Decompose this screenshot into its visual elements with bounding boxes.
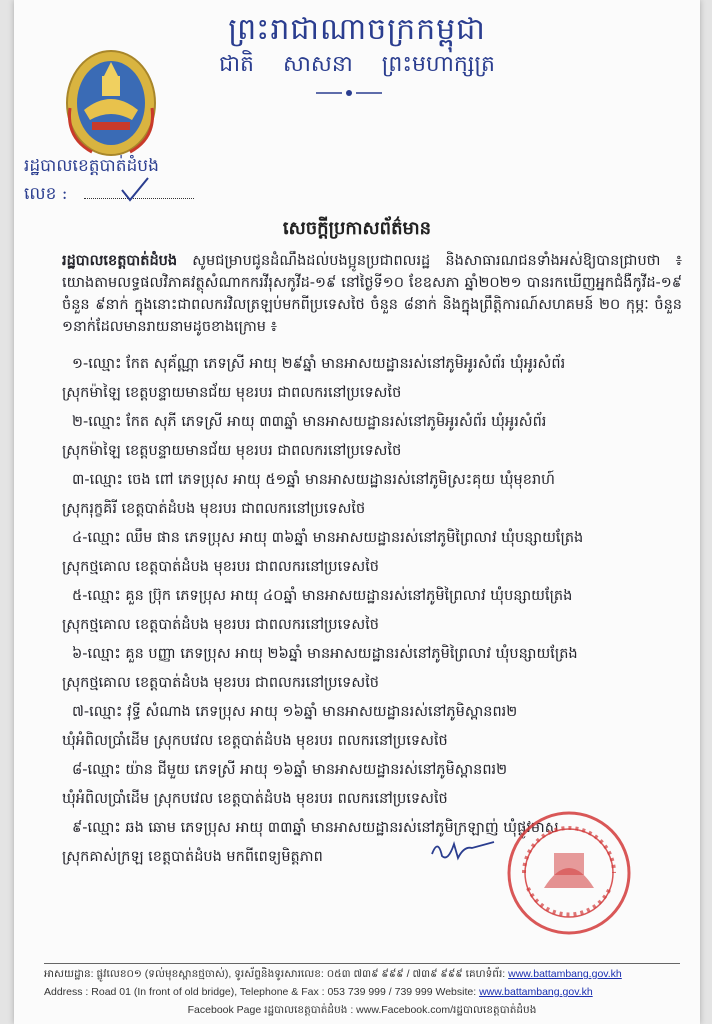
entry-line-1: ៣-ឈ្មោះ ចេង ពៅ ភេទប្រុស អាយុ ៥១ឆ្នាំ មានអាសយដ្ឋានរស់នៅភូមិស្រះគុយ ឃុំមុខរាហ៍ <box>72 472 555 488</box>
list-item <box>62 640 682 698</box>
list-item <box>62 756 682 814</box>
entry-line-1: ៥-ឈ្មោះ គួន ប្រ៊ុក ភេទប្រុស អាយុ ៤០ឆ្នាំ មានអាសយដ្ឋានរស់នៅភូមិព្រៃលាវ ឃុំបន្សាយត្រែង <box>72 588 573 604</box>
emblem-logo <box>62 48 160 158</box>
list-item <box>62 466 682 524</box>
list-item <box>62 698 682 756</box>
national-motto: ជាតិ សាសនា ព្រះមហាក្សត្រ <box>219 52 495 77</box>
entry-line-2: ឃុំអំពិលប្រាំដើម ស្រុកបវេល ខេត្តបាត់ដំបង មុខរបរ ពលករនៅប្រទេសថៃ <box>62 733 448 749</box>
list-item <box>62 350 682 408</box>
check-mark-icon <box>120 176 150 202</box>
entry-line-2: ស្រុកម៉ាឡៃ ខេត្តបន្ទាយមានជ័យ មុខរបរ ជាពលករនៅប្រទេសថៃ <box>62 385 402 401</box>
list-item <box>62 524 682 582</box>
entry-line-1: ៤-ឈ្មោះ ឈឹម ផាន ភេទប្រុស អាយុ ៣៦ឆ្នាំ មានអាសយដ្ឋានរស់នៅភូមិព្រៃលាវ ឃុំបន្សាយត្រែង <box>72 530 584 546</box>
entry-line-1: ៧-ឈ្មោះ វុទ្ធី សំណាង ភេទប្រុស អាយុ ១៦ឆ្នាំ មានអាសយដ្ឋានរស់នៅភូមិស្ពានពរ២ <box>72 704 518 720</box>
entry-line-2: ស្រុកម៉ាឡៃ ខេត្តបន្ទាយមានជ័យ មុខរបរ ជាពលករនៅប្រទេសថៃ <box>62 443 402 459</box>
official-seal <box>504 808 634 938</box>
entry-line-2: ស្រុកគាស់ក្រឡ ខេត្តបាត់ដំបង មកពីពេទ្យមិត្តភាព <box>62 849 323 865</box>
website-link-en[interactable]: www.battambang.gov.kh <box>479 986 593 998</box>
entry-line-1: ៦-ឈ្មោះ គួន បញ្ញា ភេទប្រុស អាយុ ២៦ឆ្នាំ មានអាសយដ្ឋានរស់នៅភូមិព្រៃលាវ ឃុំបន្សាយត្រែង <box>72 646 578 662</box>
footer-address-en <box>44 986 680 998</box>
reference-number-label: លេខ : <box>24 184 68 204</box>
entry-line-1: ១-ឈ្មោះ កែត សុគ័ណ្ណា ភេទស្រី អាយុ ២៩ឆ្នាំ មានអាសយដ្ឋានរស់នៅភូមិអូរសំព័រ ឃុំអូរសំព័រ <box>72 356 566 372</box>
list-item <box>62 582 682 640</box>
entry-line-2: ស្រុកថ្មគោល ខេត្តបាត់ដំបង មុខរបរ ជាពលករនៅប្រទេសថៃ <box>62 617 379 633</box>
footer-address-en-text: Address : Road 01 (In front of old bridge), Telephone & Fax : 053 739 999 / 739 999 Website: <box>44 986 477 998</box>
intro-lead: រដ្ឋបាលខេត្តបាត់ដំបង <box>62 253 178 269</box>
footer-address-kh-text: អាសយដ្ឋាន: ផ្លូវលេខ០១ (ទល់មុខស្ពានថ្មចាស់), ទូរស័ព្ទនិងទូរសារលេខ: ០៥៣ ៧៣៩ ៩៩៩ / ៧៣៩ ៩៩៩ គេហទំព័រ: <box>44 968 506 980</box>
entry-line-1: ២-ឈ្មោះ កែត សុភី ភេទស្រី អាយុ ៣៣ឆ្នាំ មានអាសយដ្ឋានរស់នៅភូមិអូរសំព័រ ឃុំអូរសំព័រ <box>72 414 547 430</box>
ornament-divider <box>314 88 384 98</box>
footer-address-kh <box>44 968 680 983</box>
document-title: សេចក្ដីប្រកាសព័ត៌មាន <box>282 218 432 239</box>
entry-line-2: ស្រុកថ្មគោល ខេត្តបាត់ដំបង មុខរបរ ជាពលករនៅប្រទេសថៃ <box>62 559 379 575</box>
intro-paragraph <box>62 250 682 338</box>
website-link-kh[interactable]: www.battambang.gov.kh <box>508 968 622 980</box>
entry-line-2: ស្រុករុក្ខគិរី ខេត្តបាត់ដំបង មុខរបរ ជាពលករនៅប្រទេសថៃ <box>62 501 366 517</box>
administration-name: រដ្ឋបាលខេត្តបាត់ដំបង <box>24 156 159 176</box>
entry-line-1: ៨-ឈ្មោះ យ៉ាន ជីមួយ ភេទស្រី អាយុ ១៦ឆ្នាំ មានអាសយដ្ឋានរស់នៅភូមិស្ពានពរ២ <box>72 762 508 778</box>
case-list <box>62 350 682 872</box>
list-item <box>62 408 682 466</box>
entry-line-2: ឃុំអំពិលប្រាំដើម ស្រុកបវេល ខេត្តបាត់ដំបង មុខរបរ ពលករនៅប្រទេសថៃ <box>62 791 448 807</box>
entry-line-1: ៩-ឈ្មោះ ឆង ឆោម ភេទប្រុស អាយុ ៣៣ឆ្នាំ មានអាសយដ្ឋានរស់នៅភូមិក្រឡាញ់ ឃុំផ្លូវមាស <box>72 820 559 836</box>
entry-line-2: ស្រុកថ្មគោល ខេត្តបាត់ដំបង មុខរបរ ជាពលករនៅប្រទេសថៃ <box>62 675 379 691</box>
footer-facebook: Facebook Page រដ្ឋបាលខេត្តបាត់ដំបង : www.Facebook.com/រដ្ឋបាលខេត្តបាត់ដំបង <box>187 1004 537 1016</box>
signature <box>428 832 498 866</box>
footer-divider <box>44 963 680 964</box>
kingdom-title: ព្រះរាជាណាចក្រកម្ពុជា <box>228 12 486 47</box>
intro-text: សូមជម្រាបជូនដំណឹងដល់បងប្អូនប្រជាពលរដ្ឋ និងសាធារណជនទាំងអស់ឱ្យបានជ្រាបថា ៖ យោងតាមលទ្ធផលវិភាគវត្ថុសំណាកករវីរុសកូវីដ-១៩ នៅថ្ងៃទី១០ ខែឧសភា ឆ្នាំ២០២១ បានរកឃើញអ្នកជំងឺកូវីដ-១៩ ចំនួន ៩នាក់ ក្នុងនោះជាពលករវិលត្រឡប់មកពីប្រទេសថៃ ចំនួន ៨នាក់ និងក្នុងព្រឹត្តិការណ៍សហគមន៍ ២០ កុម្ភៈ ចំនួន ១នាក់ដែលមានរាយនាមដូចខាងក្រោម ៖ <box>62 253 682 335</box>
document-page <box>14 0 700 1024</box>
